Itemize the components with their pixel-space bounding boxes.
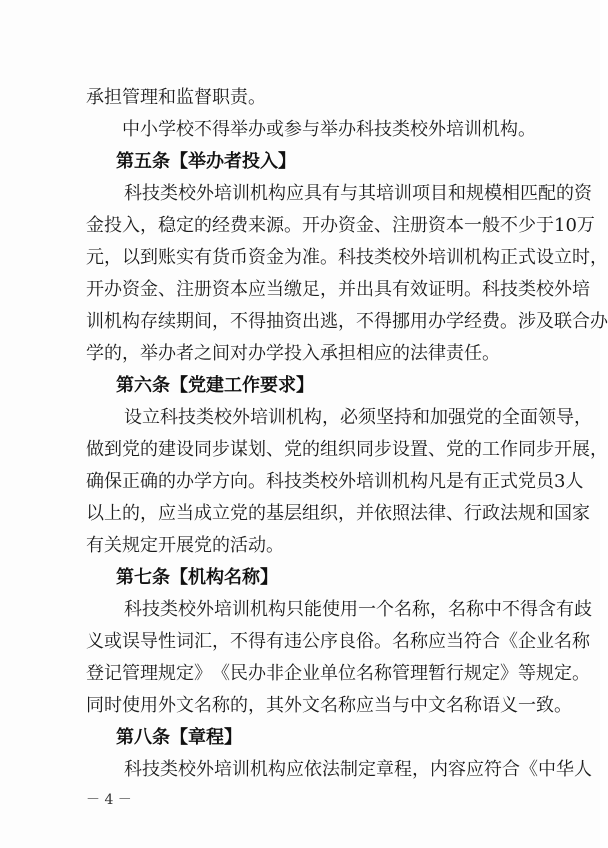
article-5-heading: 第五条【举办者投入】 (116, 151, 296, 172)
body-line: 科 技 类 校 外 培 训 机 构 只 能 使 用 一 个 名 称 ， 名 称 中 不 得 含 有 歧 (124, 599, 592, 620)
page-number: － 4 － (86, 792, 132, 808)
body-line: 承担管理和监督职责。 (86, 87, 266, 108)
body-line: 科 技 类 校 外 培 训 机 构 应 具 有 与 其 培 训 项 目 和 规 模 相 匹 配 的 资 (124, 183, 592, 204)
body-line: 开 办 资 金 、 注 册 资 本 应 当 缴 足 ， 并 出 具 有 效 证 明 。 科 技 类 校 外 培 (86, 279, 590, 300)
body-line: 确 保 正 确 的 办 学 方 向 。 科 技 类 校 外 培 训 机 构 凡 是 有 正 式 党 员 3 人 (86, 471, 584, 492)
body-line: 义 或 误 导 性 词 汇 ， 不 得 有 违 公 序 良 俗 。 名 称 应 当 符 合 《 企 业 名 称 (86, 631, 590, 652)
article-8-heading: 第八条【章程】 (116, 727, 242, 748)
body-line: 元 ， 以 到 账 实 有 货 币 资 金 为 准 。 科 技 类 校 外 培 训 机 构 正 式 设 立 时 ， (86, 247, 608, 268)
body-line: 设 立 科 技 类 校 外 培 训 机 构 ， 必 须 坚 持 和 加 强 党 的 全 面 领 导 ， (124, 407, 592, 428)
body-line: 中小学校不得举办或参与举办科技类校外培训机构。 (122, 119, 536, 140)
body-line: 训 机 构 存 续 期 间 ， 不 得 抽 资 出 逃 ， 不 得 挪 用 办 学 经 费 。 涉 及 联 合 办 (86, 311, 608, 332)
body-line: 同时使用外文名称的，其外文名称应当与中文名称语义一致。 (86, 695, 572, 716)
body-line: 登 记 管 理 规 定 》 《 民 办 非 企 业 单 位 名 称 管 理 暂 行 规 定 》 等 规 定 。 (86, 663, 590, 684)
article-7-heading: 第七条【机构名称】 (116, 567, 278, 588)
article-6-heading: 第六条【党建工作要求】 (116, 375, 314, 396)
body-line: 学的，举办者之间对办学投入承担相应的法律责任。 (86, 343, 500, 364)
body-line: 科 技 类 校 外 培 训 机 构 应 依 法 制 定 章 程 ， 内 容 应 符 合 《 中 华 人 (124, 759, 592, 780)
body-line: 有关规定开展党的活动。 (86, 535, 284, 556)
body-line: 以 上 的 ， 应 当 成 立 党 的 基 层 组 织 ， 并 依 照 法 律 、 行 政 法 规 和 国 家 (86, 503, 590, 524)
body-line: 金 投 入 ， 稳 定 的 经 费 来 源 。 开 办 资 金 、 注 册 资 本 一 般 不 少 于 1 0 万 (86, 215, 595, 236)
body-line: 做 到 党 的 建 设 同 步 谋 划 、 党 的 组 织 同 步 设 置 、 党 的 工 作 同 步 开 展 ， (86, 439, 608, 460)
